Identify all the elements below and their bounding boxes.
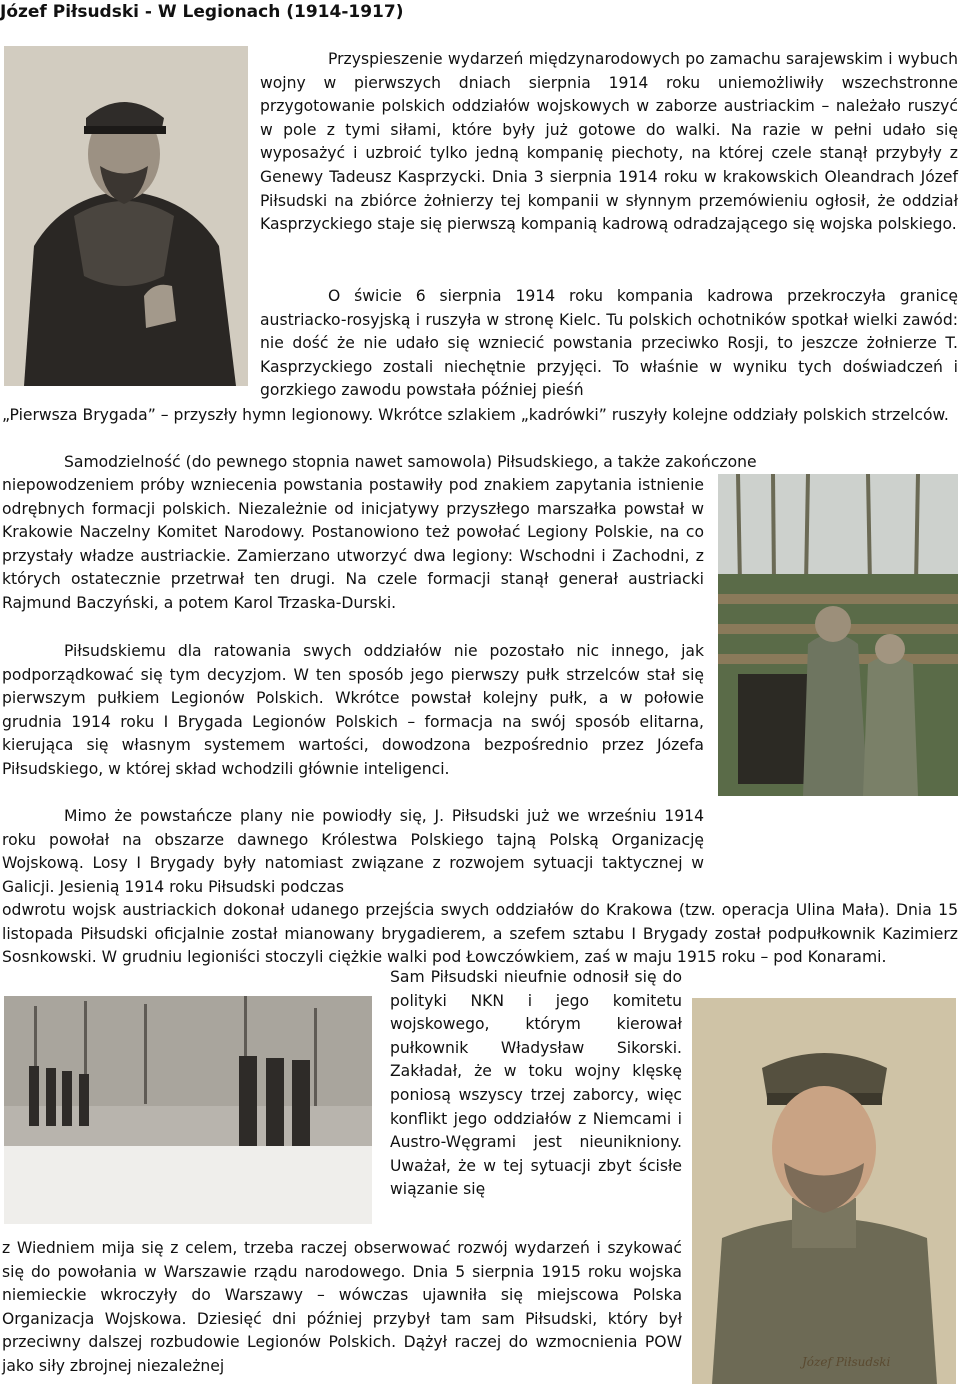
- soldiers-photo-icon: [4, 996, 372, 1224]
- paragraph-6a: Sam Piłsudski nieufnie odnosił się do polityki NKN i jego komitetu wojskowego, którym kierował pułkownik Władysław Sikorski. Zakładał, że w toku wojny klęskę poniosą wszyscy trzej zaborcy, więc konflikt jego oddziałów z Niemcami i Austro-Węgrami jest nieunikniony. Uważał, że w tej sytuacji zbyt ścisłe wiązanie się: [390, 968, 682, 1199]
- paragraph-5b: odwrotu wojsk austriackich dokonał udanego przejścia swych oddziałów do Krakowa (tzw. operacja Ulina Mała). Dnia 15 listopada Piłsudski oficjalnie został mianowany brygadierem, a szefem sztabu I Brygady został podpułkownik Kazimierz Sosnkowski. W grudniu legioniści stoczyli ciężkie walki pod Łowczówkiem, zaś w maju 1915 roku – pod Konarami.: [2, 901, 958, 967]
- paragraph-2a: O świcie 6 sierpnia 1914 roku kompania kadrowa przekroczyła granicę austriacko-rosyjską i ruszyła w stronę Kielc. Tu polskich ochotników spotkał wielki zawód: nie dość że nie udało się wzniecić powstania przeciwko Rosji, to jeszcze żołnierze T. Kasprzyckiego zostali niechętnie przyjęci. To właśnie w wyniku tych doświadczeń i gorzkiego zawodu powstała później pieśń: [260, 287, 958, 400]
- page-title: Józef Piłsudski - W Legionach (1914-1917): [0, 2, 404, 22]
- paragraph-2b: „Pierwsza Brygada” – przyszły hymn legionowy. Wkrótce szlakiem „kadrówki” ruszyły kolejne oddziały polskich strzelców.: [2, 406, 949, 424]
- signature-text: Józef Piłsudski: [802, 1355, 891, 1369]
- painted-portrait-icon: [692, 998, 956, 1384]
- paragraph-6b: z Wiedniem mija się z celem, trzeba raczej obserwować rozwój wydarzeń i szykować się do powołania w Warszawie rządu narodowego. Dnia 5 sierpnia 1915 roku wojska niemieckie wkroczyły do Warszawy – wówczas ujawniła się miejscowa Polska Organizacja Wojskowa. Dziesięć dni później przybył tam sam Piłsudski, który był przeciwny dalszej rozbudowie Legionów Polskich. Dążył raczej do wzmocnienia POW jako siły zbrojnej niezależnej: [2, 1239, 682, 1375]
- trench-photo-icon: [718, 474, 958, 796]
- portrait-photo: [4, 46, 248, 386]
- trench-photo: [718, 474, 958, 796]
- paragraph-3a: Samodzielność (do pewnego stopnia nawet samowola) Piłsudskiego, a także zakończone: [64, 453, 757, 471]
- paragraph-1: Przyspieszenie wydarzeń międzynarodowych po zamachu sarajewskim i wybuch wojny w pierwszych dniach sierpnia 1914 roku uniemożliwiły wszechstronne przygotowanie polskich oddziałów wojskowych w zaborze austriackim – należało ruszyć w pole z tymi siłami, które były już gotowe do walki. Na razie w pełni udało się wyposażyć i uzbroić tylko jedną kompanię piechoty, na której czele stanął przybyły z Genewy Tadeusz Kasprzycki. Dnia 3 sierpnia 1914 roku w krakowskich Oleandrach Józef Piłsudski na zbiórce żołnierzy tej kompanii w słynnym przemówieniu ogłosił, że oddział Kasprzyckiego staje się pierwszą kompanią kadrową odradzającego się wojska polskiego.: [260, 50, 958, 234]
- soldiers-photo: [4, 996, 372, 1224]
- paragraph-3b: niepowodzeniem próby wzniecenia powstania postawiły pod znakiem zapytania istnienie odrębnych formacji polskich. Niezależnie od inicjatywy przyszłego marszałka powstał w Krakowie Naczelny Komitet Narodowy. Postanowiono też powołać Legiony Polskie, na co przystały władze austriackie. Zamierzano utworzyć dwa legiony: Wschodni i Zachodni, z których ostatecznie przetrwał ten drugi. Na czele formacji stanął generał austriacki Rajmund Baczyński, a potem Karol Trzaska-Durski.: [2, 476, 704, 612]
- paragraph-4: Piłsudskiemu dla ratowania swych oddziałów nie pozostało nic innego, jak podporządkować się tym decyzjom. W ten sposób jego pierwszy pułk strzelców stał się pierwszym pułkiem Legionów Polskich. Wkrótce powstał kolejny pułk, a w połowie grudnia 1914 roku I Brygada Legionów Polskich – formacja na swój sposób elitarna, kierująca się własnym systemem wartości, dowodzona bezpośrednio przez Józefa Piłsudskiego, w której skład wchodzili głównie inteligenci.: [2, 642, 704, 778]
- painted-portrait: [692, 998, 956, 1384]
- portrait-photo-icon: [4, 46, 248, 386]
- paragraph-5a: Mimo że powstańcze plany nie powiodły się, J. Piłsudski już we wrześniu 1914 roku powołał na obszarze dawnego Królestwa Polskiego tajną Polską Organizację Wojskową. Losy I Brygady były natomiast związane z rozwojem sytuacji taktycznej w Galicji. Jesienią 1914 roku Piłsudski podczas: [2, 807, 704, 896]
